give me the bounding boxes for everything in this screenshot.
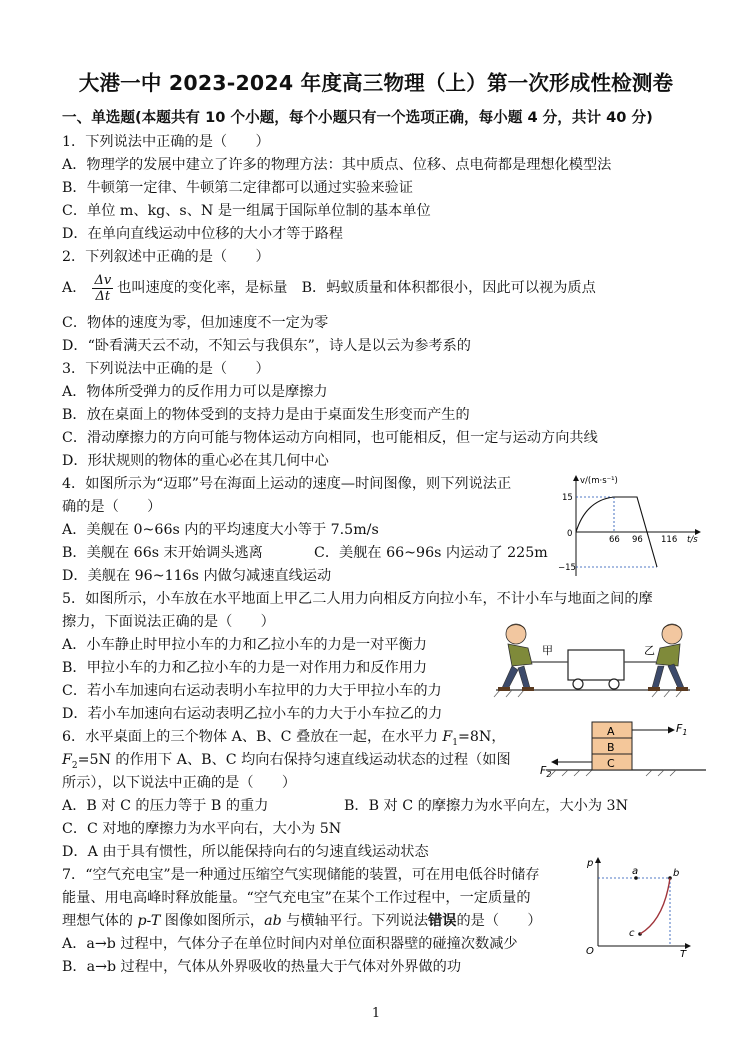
q3-option-b: B．放在桌面上的物体受到的支持力是由于桌面发生形变而产生的: [62, 407, 470, 423]
p-axis-label: p: [587, 858, 594, 869]
x-tick-116: 116: [661, 535, 678, 545]
q4-stem-continued: 确的是（ ）: [62, 499, 162, 515]
q6-option-d: D．A 由于具有惯性，所以能保持向右的匀速直线运动状态: [62, 844, 429, 860]
bc-curve: [640, 878, 670, 934]
q3-option-d: D．形状规则的物体的重心必在其几何中心: [62, 453, 329, 469]
q6-option-c: C．C 对地的摩擦力为水平向右，大小为 5N: [62, 821, 342, 837]
block-a-label: A: [607, 725, 615, 738]
ground-hatching: [494, 690, 682, 697]
q2-stem: 2．下列叙述中正确的是（ ）: [62, 249, 270, 265]
q1-option-c: C．单位 m、kg、s、N 是一组属于国际单位制的基本单位: [62, 203, 431, 219]
cart-wheel-right: [609, 679, 619, 689]
q2-a-text: 也叫速度的变化率，是标量 B．蚂蚁质量和体积都很小，因此可以视为质点: [117, 280, 596, 296]
fraction-numerator: Δv: [94, 272, 112, 288]
origin-label: 0: [567, 529, 573, 539]
label-b: b: [673, 868, 680, 879]
block-b-label: B: [607, 741, 615, 754]
t-axis-label-pt: T: [680, 949, 687, 958]
q2-option-d: D．“卧看满天云不动，不知云与我俱东”，诗人是以云为参考系的: [62, 338, 471, 354]
cart-wheel-left: [573, 679, 583, 689]
q3-stem: 3．下列说法中正确的是（ ）: [62, 361, 270, 377]
q7-stem-line2: 能量、用电高峰时释放能量。“空气充电宝”在某个工作过程中，一定质量的: [62, 890, 531, 906]
section-heading: 一、单选题(本题共有 10 个小题，每个小题只有一个选项正确，每小题 4 分，共计 40 分): [62, 109, 653, 126]
q2-option-a: [62, 272, 596, 304]
incorrect-emphasis: 错误: [428, 913, 457, 929]
label-jia: 甲: [542, 644, 553, 657]
f2-subscript: 2: [71, 760, 78, 771]
q1-stem: 1．下列说法中正确的是（ ）: [62, 134, 270, 150]
f2-arrow-label: $F_2$: [540, 764, 552, 779]
q6-stem-part3: =5N 的作用下 A、B、C 均向右保持匀速直线运动状态的过程（如图: [77, 752, 511, 768]
q7-option-b: B．a→b 过程中，气体从外界吸收的热量大于气体对外界做的功: [62, 959, 462, 975]
person-yi: [648, 624, 688, 691]
origin-o: O: [586, 946, 594, 957]
q6-stem-line2: [62, 750, 511, 776]
q5-option-c: C．若小车加速向右运动表明小车拉甲的力大于甲拉小车的力: [62, 683, 442, 699]
page-number: 1: [371, 1006, 381, 1021]
q5-option-a: A．小车静止时甲拉小车的力和乙拉小车的力是一对平衡力: [62, 637, 427, 653]
q7-text-part4: 的是（ ）: [456, 913, 542, 929]
q5-option-b: B．甲拉小车的力和乙拉小车的力是一对作用力和反作用力: [62, 660, 428, 676]
q4-velocity-time-graph: [546, 472, 706, 578]
q4-stem: 4．如图所示为“迈耶”号在海面上运动的速度—时间图像，则下列说法正: [62, 476, 512, 492]
q7-p-t-graph: [584, 854, 696, 958]
exam-title: 大港一中 2023-2024 年度高三物理（上）第一次形成性检测卷: [78, 71, 674, 95]
delta-v-over-delta-t-fraction: [92, 273, 113, 304]
p-t-symbol: p-T: [137, 913, 161, 929]
q5-option-d: D．若小车加速向右运动表明乙拉小车的力大于小车拉乙的力: [62, 706, 443, 722]
x-tick-96: 96: [632, 535, 643, 545]
x-tick-66: 66: [609, 535, 620, 545]
q4-option-b: B．美舰在 66s 末开始调头逃离: [62, 545, 263, 561]
q7-text-part3: 与横轴平行。下列说法: [281, 913, 429, 929]
q4-option-c: C．美舰在 66~96s 内运动了 225m: [314, 545, 548, 561]
y-tick-minus-15: −15: [558, 563, 576, 573]
q6-option-b: B．B 对 C 的摩擦力为水平向左，大小为 3N: [344, 798, 629, 814]
q7-option-a: A．a→b 过程中，气体分子在单位时间内对单位面积器壁的碰撞次数减少: [62, 936, 518, 952]
q6-option-a: A．B 对 C 的压力等于 B 的重力: [62, 798, 269, 814]
t-axis-label: t/s: [687, 535, 698, 545]
q1-option-a: A．物理学的发展中建立了许多的物理方法：其中质点、位移、点电荷都是理想化模型法: [62, 157, 612, 173]
label-a: a: [632, 866, 639, 877]
q6-stem-line3: 所示），以下说法中正确的是（ ）: [62, 775, 297, 791]
q3-option-a: A．物体所受弹力的反作用力可以是摩擦力: [62, 384, 328, 400]
q5-stem-continued: 擦力，下面说法正确的是（ ）: [62, 614, 275, 630]
block-c-label: C: [607, 757, 615, 770]
q4-option-a: A．美舰在 0~66s 内的平均速度大小等于 7.5m/s: [62, 522, 379, 538]
ab-symbol: ab: [264, 913, 282, 929]
person-jia: [498, 624, 534, 691]
q4-option-d: D．美舰在 96~116s 内做匀减速直线运动: [62, 568, 332, 584]
label-c: c: [629, 928, 635, 939]
v-axis-label: v/(m·s⁻¹): [580, 476, 618, 486]
f1-symbol: F: [442, 729, 453, 745]
q5-stem: 5．如图所示，小车放在水平地面上甲乙二人用力向相反方向拉小车，不计小车与地面之间的摩: [62, 591, 653, 607]
q6-stem: [62, 727, 506, 753]
f2-symbol: F: [62, 752, 72, 768]
table-hatching: [550, 770, 676, 776]
q7-text-part2: 图像如图所示，: [160, 913, 265, 929]
q7-stem: 7．“空气充电宝”是一种通过压缩空气实现储能的装置，可在用电低谷时储存: [62, 867, 540, 883]
q6-stacked-blocks-diagram: [536, 716, 716, 780]
label-yi: 乙: [644, 644, 655, 657]
cart-body: [568, 650, 624, 680]
q2-a-prefix: A．: [62, 280, 87, 296]
q6-stem-part1: 6．水平桌面上的三个物体 A、B、C 叠放在一起，在水平力: [62, 729, 443, 745]
q6-stem-part2: =8N，: [458, 729, 506, 745]
y-tick-15: 15: [562, 493, 573, 503]
f1-arrow-label: $F_1$: [676, 722, 688, 737]
q2-option-c: C．物体的速度为零，但加速度不一定为零: [62, 315, 329, 331]
f1-subscript: 1: [452, 737, 458, 748]
q1-option-b: B．牛顿第一定律、牛顿第二定律都可以通过实验来验证: [62, 180, 413, 196]
q1-option-d: D．在单向直线运动中位移的大小才等于路程: [62, 226, 343, 242]
fraction-denominator: Δt: [95, 288, 111, 304]
q7-stem-line3: [62, 911, 542, 931]
q7-text-part: 理想气体的: [62, 913, 138, 929]
q5-cart-illustration: [488, 618, 698, 700]
q3-option-c: C．滑动摩擦力的方向可能与物体运动方向相同，也可能相反，但一定与运动方向共线: [62, 430, 598, 446]
